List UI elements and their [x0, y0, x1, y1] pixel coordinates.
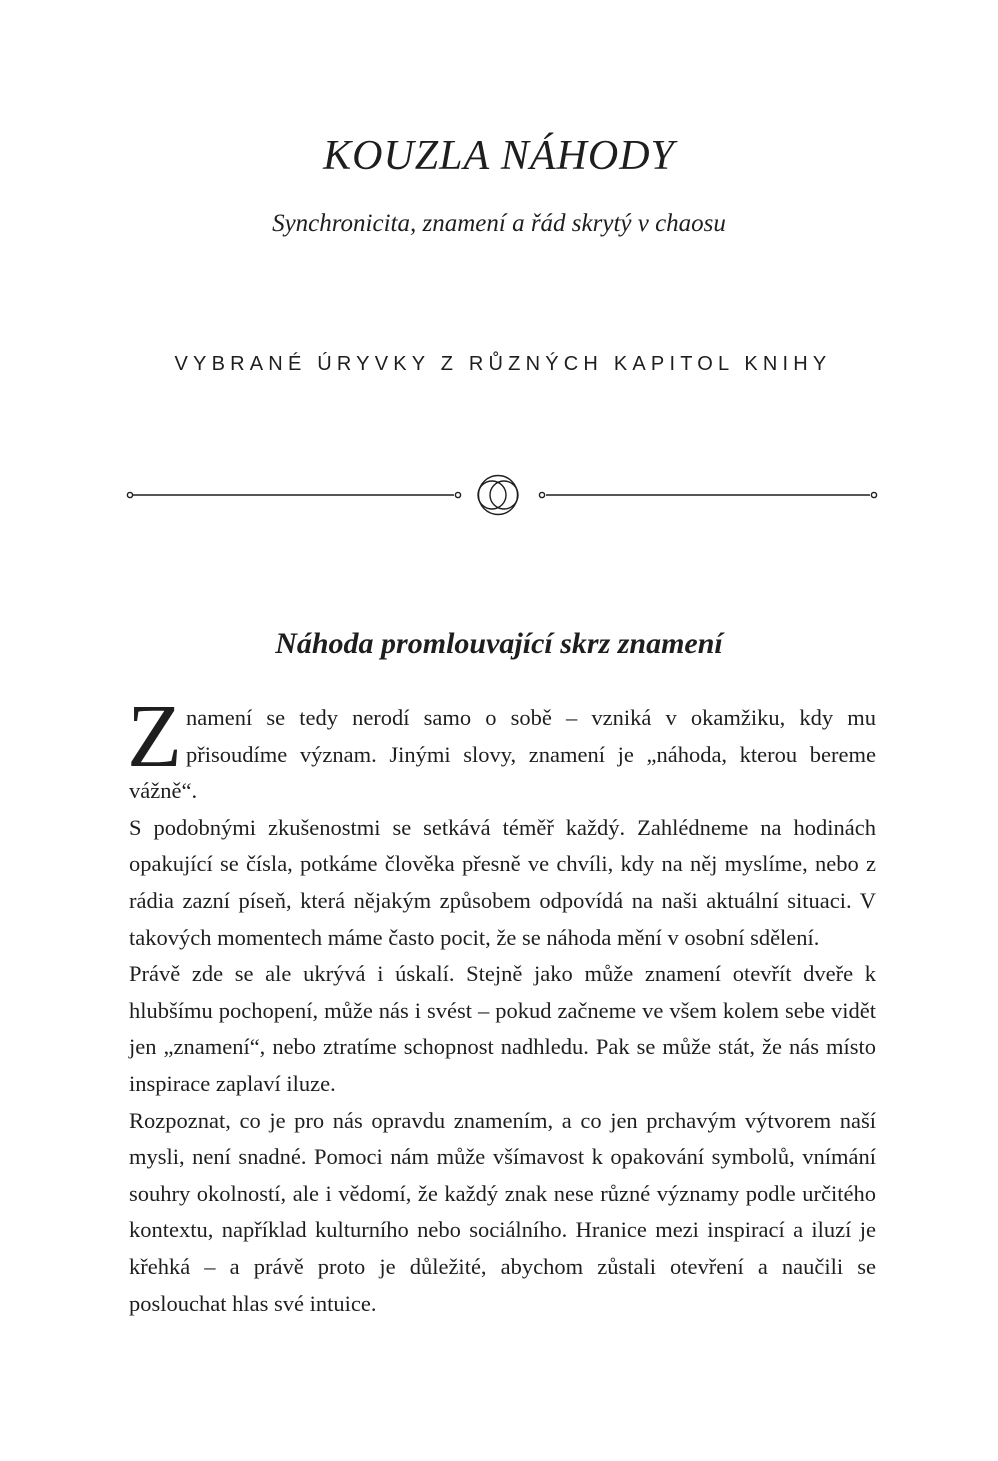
- chapter-body: [127, 687, 876, 1322]
- left-inner-dot: [455, 492, 460, 497]
- body-paragraph: Právě zde se ale ukrývá i úskalí. Stejně jako může znamení otevřít dveře k hlubšímu pochopení, může nás i svést – pokud začneme ve všem kolem sebe vidět jen „znamení“, nebo ztratíme schopnost nadhledu. Pak se může stát, že nás místo inspirace zaplaví iluze.: [129, 961, 876, 1096]
- body-paragraph: Rozpoznat, co je pro nás opravdu znamením, a co jen prchavým výtvorem naší mysli, není snadné. Pomoci nám může všímavost k opakování symbolů, vnímání souhry okolností, ale i vědomí, že každý znak nese různé významy podle určitého kontextu, například kulturního nebo sociálního. Hranice mezi inspirací a iluzí je křehká – a právě proto je důležité, abychom zůstali otevření a naučili se poslouchat hlas své intuice.: [129, 1107, 876, 1316]
- drop-cap: Z: [127, 687, 182, 786]
- interlocking-circles-icon: [478, 476, 518, 515]
- ornament-divider: [124, 472, 880, 518]
- paragraph-text: namení se tedy nerodí samo o sobě – vzniká v okamžiku, kdy mu přisoudíme význam. Jinými slovy, znamení je „náhoda, kterou bereme vážně“.: [129, 705, 876, 804]
- left-end-dot: [127, 492, 132, 497]
- section-label: VYBRANÉ ÚRYVKY Z RŮZNÝCH KAPITOL KNIHY: [174, 353, 832, 375]
- book-title: KOUZLA NÁHODY: [323, 133, 675, 179]
- chapter-heading: Náhoda promlouvající skrz znamení: [275, 627, 723, 660]
- body-paragraph: S podobnými zkušenostmi se setkává téměř každý. Zahlédneme na hodinách opakující se čísla, potkáme člověka přesně ve chvíli, kdy na něj myslíme, nebo z rádia zazní píseň, která nějakým způsobem odpovídá na naši aktuální situaci. V takových momentech máme často pocit, že se náhoda mění v osobní sdělení.: [129, 814, 876, 950]
- body-paragraph: [127, 687, 876, 810]
- right-inner-dot: [539, 492, 544, 497]
- right-end-dot: [871, 492, 876, 497]
- book-subtitle: Synchronicita, znamení a řád skrytý v chaosu: [272, 210, 726, 237]
